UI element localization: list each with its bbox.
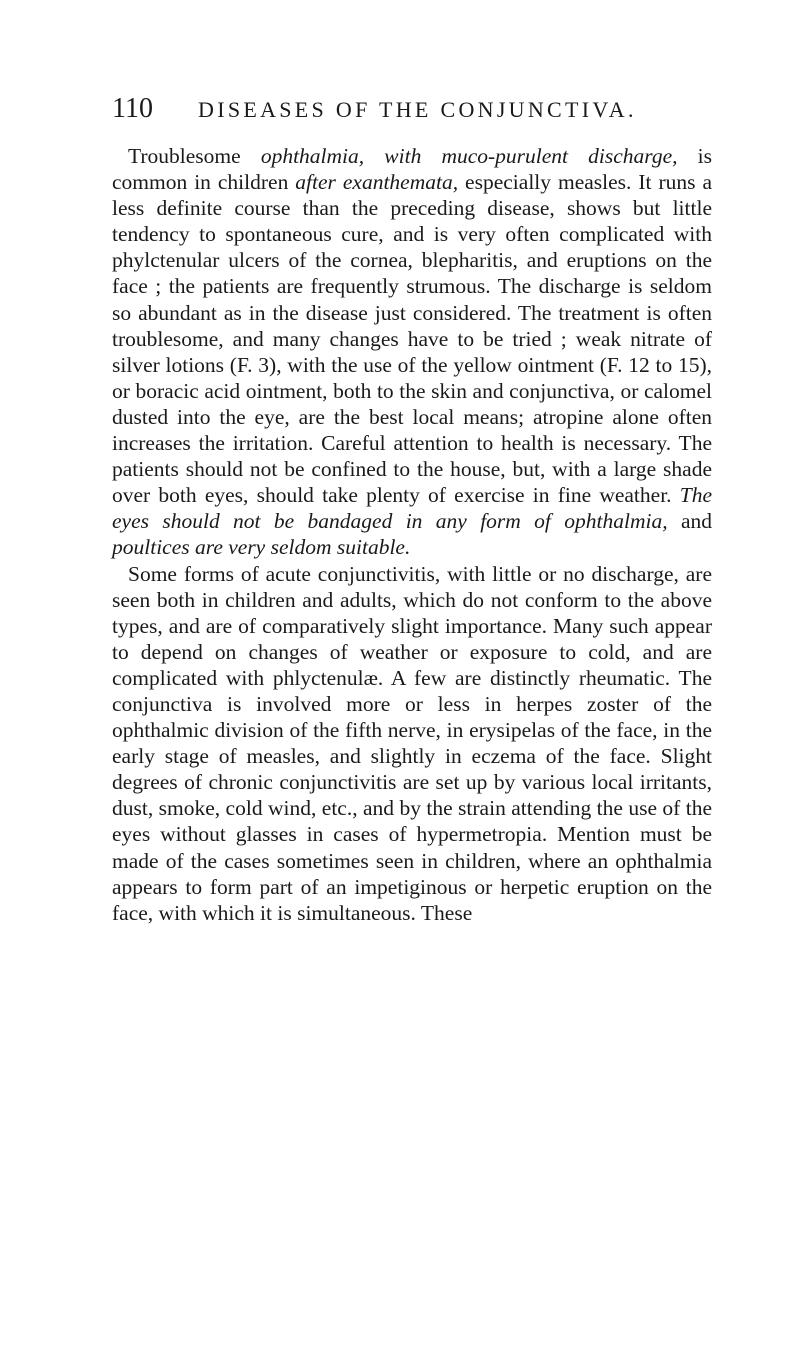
paragraph-1-italic-3: The eyes should not be bandaged in any form of ophthalmia, <box>112 483 712 534</box>
paragraph-1-text-1: Troublesome <box>128 144 261 168</box>
paragraph-1-text-4: and <box>667 509 712 534</box>
paragraph-1-text-2: is common in children <box>112 144 712 195</box>
paragraph-1-italic-2: after exanthemata, <box>295 170 459 195</box>
paragraph-1-italic-4: poultices are very seldom suitable. <box>112 535 411 560</box>
paragraph-1-text-3: especially measles. It runs a less definite course than the preceding disease, shows but little tendency to spontaneous cure, and is very often complicated with phylctenular ulcers of the cornea, blepharitis, and eruptions on the face ; the patients are frequently strumous. The discharge is seldom so abundant as in the disease just considered. The treatment is often troublesome, and many changes have to be tried ; weak nitrate of silver lotions (F. 3), with the use of the yellow ointment (F. 12 to 15), or boracic acid ointment, both to the skin and conjunctiva, or calomel dusted into the eye, are the best local means; atropine alone often increases the irritation. Careful attention to health is necessary. The patients should not be confined to the house, but, with a large shade over both eyes, should take plenty of exercise in fine weather. <box>112 170 712 508</box>
running-head <box>112 93 712 125</box>
paragraph-1-italic-1: ophthalmia, with muco-purulent discharge, <box>260 144 678 168</box>
running-title: DISEASES OF THE CONJUNCTIVA. <box>198 97 637 122</box>
paragraph-ophthalmia <box>112 143 712 561</box>
page-number: 110 <box>112 93 153 124</box>
paragraph-acute-conjunctivitis: Some forms of acute conjunctivitis, with little or no discharge, are seen both in children and adults, which do not conform to the above types, and are of comparatively slight importance. Many such appear to depend on changes of weather or exposure to cold, and are complicated with phlyctenulæ. A few are distinctly rheumatic. The conjunctiva is involved more or less in herpes zoster of the ophthalmic division of the fifth nerve, in erysipelas of the face, in the early stage of measles, and slightly in eczema of the face. Slight degrees of chronic conjunctivitis are set up by various local irritants, dust, smoke, cold wind, etc., and by the strain attending the use of the eyes without glasses in cases of hypermetropia. Mention must be made of the cases sometimes seen in children, where an ophthalmia appears to form part of an impetiginous or herpetic eruption on the face, with which it is simultaneous. These <box>112 561 712 925</box>
body-text <box>112 143 712 926</box>
